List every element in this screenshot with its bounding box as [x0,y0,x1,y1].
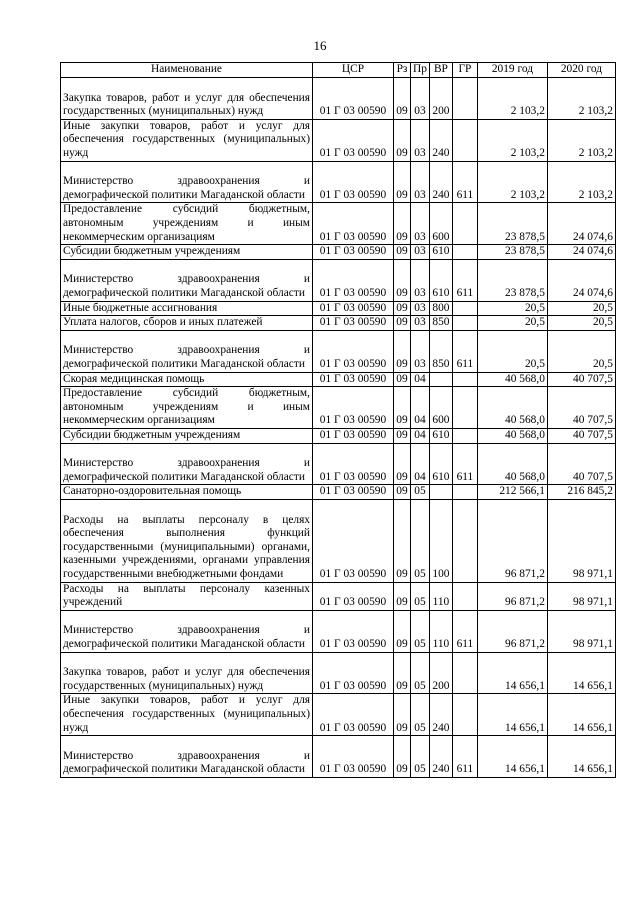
row-rz: 09 [394,652,411,694]
row-value-2019: 96 871,2 [477,582,547,610]
row-vr: 240 [429,161,452,203]
row-value-2020: 24 074,6 [547,259,615,301]
row-name: Предоставление субсидий бюджетным, автономным учреждениям и иным некоммерческим организациям [61,387,313,429]
row-name: Уплата налогов, сборов и иных платежей [61,316,313,331]
row-value-2020: 40 707,5 [547,428,615,443]
table-row [61,694,616,736]
row-value-2020: 24 074,6 [547,203,615,245]
row-pr: 04 [411,372,430,387]
row-vr: 200 [429,652,452,694]
header-csr: ЦСР [313,63,394,78]
row-csr: 01 Г 03 00590 [313,372,394,387]
row-value-2020: 20,5 [547,316,615,331]
row-pr: 03 [411,245,430,260]
row-rz: 09 [394,119,411,161]
row-vr: 610 [429,428,452,443]
row-gr: 611 [452,610,477,652]
row-value-2020: 2 103,2 [547,119,615,161]
row-csr: 01 Г 03 00590 [313,203,394,245]
row-vr: 610 [429,443,452,485]
table-row [61,652,616,694]
row-rz: 09 [394,78,411,120]
row-gr [452,372,477,387]
table-row [61,161,616,203]
row-csr: 01 Г 03 00590 [313,387,394,429]
row-gr: 611 [452,161,477,203]
table-row [61,78,616,120]
header-name: Наименование [61,63,313,78]
row-csr: 01 Г 03 00590 [313,610,394,652]
row-gr [452,652,477,694]
header-2020: 2020 год [547,63,615,78]
row-rz: 09 [394,499,411,582]
row-name: Иные бюджетные ассигнования [61,301,313,316]
table-row [61,485,616,500]
row-pr: 05 [411,652,430,694]
row-name: Министерство здравоохранения и демографической политики Магаданской области [61,259,313,301]
row-value-2019: 40 568,0 [477,387,547,429]
row-value-2020: 216 845,2 [547,485,615,500]
row-value-2020: 98 971,1 [547,610,615,652]
row-vr: 110 [429,610,452,652]
row-value-2020: 2 103,2 [547,78,615,120]
row-value-2020: 40 707,5 [547,372,615,387]
row-gr [452,485,477,500]
row-value-2019: 20,5 [477,330,547,372]
row-value-2020: 24 074,6 [547,245,615,260]
row-csr: 01 Г 03 00590 [313,330,394,372]
table-row [61,245,616,260]
row-csr: 01 Г 03 00590 [313,736,394,778]
row-gr [452,119,477,161]
row-vr: 610 [429,245,452,260]
row-pr: 03 [411,316,430,331]
row-name: Министерство здравоохранения и демографической политики Магаданской области [61,330,313,372]
row-value-2020: 14 656,1 [547,694,615,736]
row-vr: 240 [429,736,452,778]
row-vr: 100 [429,499,452,582]
row-rz: 09 [394,694,411,736]
row-rz: 09 [394,485,411,500]
page-number: 16 [313,38,327,53]
row-gr [452,203,477,245]
row-vr [429,485,452,500]
row-csr: 01 Г 03 00590 [313,428,394,443]
row-csr: 01 Г 03 00590 [313,301,394,316]
row-csr: 01 Г 03 00590 [313,443,394,485]
row-name: Закупка товаров, работ и услуг для обеспечения государственных (муниципальных) нужд [61,652,313,694]
header-vr: ВР [429,63,452,78]
row-name: Закупка товаров, работ и услуг для обеспечения государственных (муниципальных) нужд [61,78,313,120]
table-row [61,387,616,429]
header-2019: 2019 год [477,63,547,78]
row-vr: 600 [429,203,452,245]
row-value-2020: 20,5 [547,301,615,316]
row-csr: 01 Г 03 00590 [313,694,394,736]
row-name: Скорая медицинская помощь [61,372,313,387]
row-gr [452,316,477,331]
table-body [61,78,616,778]
row-csr: 01 Г 03 00590 [313,316,394,331]
table-header-row [61,63,616,78]
row-pr: 03 [411,78,430,120]
row-gr [452,78,477,120]
row-csr: 01 Г 03 00590 [313,499,394,582]
row-value-2020: 40 707,5 [547,443,615,485]
row-rz: 09 [394,582,411,610]
row-value-2019: 23 878,5 [477,259,547,301]
table-row [61,301,616,316]
row-csr: 01 Г 03 00590 [313,78,394,120]
row-pr: 03 [411,259,430,301]
row-csr: 01 Г 03 00590 [313,245,394,260]
row-name: Расходы на выплаты персоналу казенных учреждений [61,582,313,610]
row-value-2019: 20,5 [477,316,547,331]
header-gr: ГР [452,63,477,78]
row-name: Расходы на выплаты персоналу в целях обеспечения выполнения функций государственными (муниципальными) органами, казенными учреждениями, органами управления государственными внебюджетными фондами [61,499,313,582]
row-value-2019: 23 878,5 [477,203,547,245]
row-value-2019: 20,5 [477,301,547,316]
row-name: Субсидии бюджетным учреждениям [61,428,313,443]
row-value-2020: 20,5 [547,330,615,372]
row-value-2019: 2 103,2 [477,161,547,203]
row-vr: 240 [429,694,452,736]
row-rz: 09 [394,161,411,203]
row-value-2020: 14 656,1 [547,652,615,694]
row-name: Иные закупки товаров, работ и услуг для обеспечения государственных (муниципальных) нужд [61,119,313,161]
row-vr: 850 [429,316,452,331]
row-pr: 04 [411,428,430,443]
row-value-2019: 96 871,2 [477,610,547,652]
row-csr: 01 Г 03 00590 [313,652,394,694]
table-row [61,582,616,610]
table-row [61,372,616,387]
table-row [61,330,616,372]
row-pr: 05 [411,582,430,610]
row-rz: 09 [394,428,411,443]
row-rz: 09 [394,316,411,331]
row-rz: 09 [394,245,411,260]
table-row [61,259,616,301]
row-name: Санаторно-оздоровительная помощь [61,485,313,500]
row-pr: 05 [411,694,430,736]
row-vr: 610 [429,259,452,301]
row-csr: 01 Г 03 00590 [313,485,394,500]
row-value-2019: 23 878,5 [477,245,547,260]
row-rz: 09 [394,301,411,316]
row-csr: 01 Г 03 00590 [313,119,394,161]
table-row [61,316,616,331]
row-gr [452,245,477,260]
row-value-2019: 14 656,1 [477,652,547,694]
row-value-2019: 96 871,2 [477,499,547,582]
row-value-2020: 2 103,2 [547,161,615,203]
row-name: Субсидии бюджетным учреждениям [61,245,313,260]
row-vr: 600 [429,387,452,429]
row-vr: 800 [429,301,452,316]
row-rz: 09 [394,330,411,372]
row-gr [452,582,477,610]
row-value-2020: 98 971,1 [547,499,615,582]
row-gr [452,694,477,736]
row-pr: 05 [411,499,430,582]
row-value-2020: 14 656,1 [547,736,615,778]
row-rz: 09 [394,372,411,387]
row-value-2019: 2 103,2 [477,78,547,120]
row-name: Министерство здравоохранения и демографической политики Магаданской области [61,736,313,778]
table-row [61,736,616,778]
row-vr: 200 [429,78,452,120]
row-gr [452,428,477,443]
row-rz: 09 [394,443,411,485]
row-value-2020: 98 971,1 [547,582,615,610]
row-pr: 03 [411,330,430,372]
row-value-2019: 40 568,0 [477,428,547,443]
row-rz: 09 [394,387,411,429]
row-name: Министерство здравоохранения и демографической политики Магаданской области [61,610,313,652]
row-rz: 09 [394,259,411,301]
row-vr [429,372,452,387]
row-vr: 240 [429,119,452,161]
row-gr: 611 [452,443,477,485]
row-value-2019: 212 566,1 [477,485,547,500]
row-gr [452,301,477,316]
row-pr: 04 [411,443,430,485]
row-gr [452,387,477,429]
header-rz: Рз [394,63,411,78]
row-name: Министерство здравоохранения и демографической политики Магаданской области [61,443,313,485]
row-value-2019: 2 103,2 [477,119,547,161]
table-row [61,443,616,485]
table-row [61,610,616,652]
row-pr: 03 [411,203,430,245]
row-csr: 01 Г 03 00590 [313,161,394,203]
row-rz: 09 [394,610,411,652]
row-name: Иные закупки товаров, работ и услуг для обеспечения государственных (муниципальных) нужд [61,694,313,736]
row-vr: 850 [429,330,452,372]
row-pr: 04 [411,387,430,429]
row-value-2019: 14 656,1 [477,694,547,736]
row-csr: 01 Г 03 00590 [313,259,394,301]
row-gr: 611 [452,259,477,301]
row-gr [452,499,477,582]
row-value-2019: 14 656,1 [477,736,547,778]
table-row [61,428,616,443]
row-rz: 09 [394,203,411,245]
row-gr: 611 [452,330,477,372]
row-value-2019: 40 568,0 [477,443,547,485]
row-rz: 09 [394,736,411,778]
row-gr: 611 [452,736,477,778]
row-name: Предоставление субсидий бюджетным, автономным учреждениям и иным некоммерческим организациям [61,203,313,245]
row-pr: 03 [411,119,430,161]
row-name: Министерство здравоохранения и демографической политики Магаданской области [61,161,313,203]
row-value-2020: 40 707,5 [547,387,615,429]
row-value-2019: 40 568,0 [477,372,547,387]
row-pr: 05 [411,736,430,778]
budget-table [60,62,616,778]
row-pr: 05 [411,610,430,652]
header-pr: Пр [411,63,430,78]
table-row [61,203,616,245]
row-pr: 03 [411,161,430,203]
table-row [61,499,616,582]
row-vr: 110 [429,582,452,610]
row-pr: 03 [411,301,430,316]
row-pr: 05 [411,485,430,500]
row-csr: 01 Г 03 00590 [313,582,394,610]
table-row [61,119,616,161]
